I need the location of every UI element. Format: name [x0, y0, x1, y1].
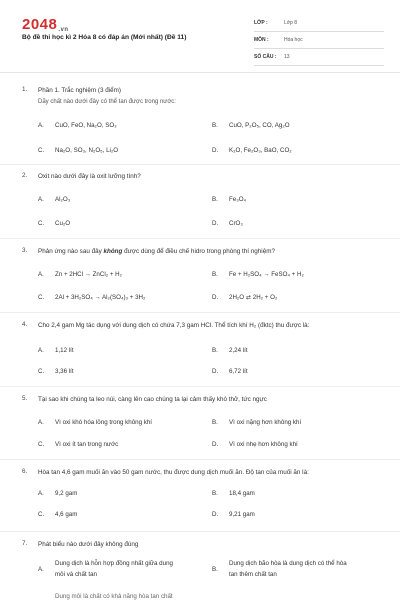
option-text: 9,21 gam [229, 511, 255, 518]
meta-key: SỐ CÂU : [254, 54, 277, 60]
option-text: 1,12 lít [55, 347, 74, 354]
option-label: A. [38, 490, 44, 497]
question-number: 3. [22, 247, 28, 254]
option-label: B. [212, 347, 218, 354]
option-label: D. [212, 294, 219, 301]
option-label: B. [212, 196, 218, 203]
question-text: Cho 2,4 gam Mg tác dụng với dung dịch có chứa 7,3 gam HCl. Thể tích khí H₂ (đktc) thu được là: [38, 322, 310, 329]
option-label: D. [212, 220, 219, 227]
question-2 [22, 172, 382, 232]
option-text: 2Al + 3H₂SO₄ → Al₂(SO₄)₃ + 3H₂ [55, 294, 146, 301]
option-text: 4,6 gam [55, 511, 78, 518]
question-divider [0, 238, 400, 239]
question-text: Phát biểu nào dưới đây không đúng [38, 541, 139, 548]
option-text: 2H₂O ⇄ 2H₂ + O₂ [229, 294, 278, 301]
option-text: Al₂O₃ [55, 196, 71, 203]
question-number: 6. [22, 468, 28, 475]
option-text: CuO, FeO, Na₂O, SO₃ [55, 122, 117, 129]
option-label: D. [212, 368, 219, 375]
option-text: Vì oxi khó hóa lỏng trong không khí [55, 419, 153, 426]
option-text: Vì oxi nặng hơn không khí [229, 419, 302, 426]
question-divider [0, 459, 400, 460]
meta-key: MÔN : [254, 37, 269, 43]
option-b[interactable] [212, 560, 382, 580]
option-text: K₂O, Fe₂O₃, BaO, CO₂ [229, 147, 292, 154]
question-6 [22, 468, 382, 526]
option-label: B. [212, 490, 218, 497]
question-text: Oxit nào dưới đây là oxit lưỡng tính? [38, 173, 141, 180]
meta-value: Hóa học [284, 37, 303, 43]
option-text: 3,36 lít [55, 368, 74, 375]
header [0, 0, 400, 72]
question-4 [22, 321, 382, 381]
option-label: D. [212, 147, 219, 154]
option-label: A. [38, 347, 44, 354]
question-text [38, 247, 382, 256]
option-label: D. [212, 441, 219, 448]
option-label: C. [38, 147, 45, 154]
option-text: Fe₃O₄ [229, 196, 247, 203]
question-number: 5. [22, 395, 28, 402]
option-text: Cu₂O [55, 220, 71, 227]
question-number: 7. [22, 540, 28, 547]
question-text-pre: Phản ứng nào sau đây [38, 248, 104, 255]
option-text: 9,2 gam [55, 490, 78, 497]
meta-row-class [254, 18, 384, 32]
option-label: D. [212, 511, 219, 518]
option-label: A. [38, 566, 44, 573]
option-label: A. [38, 122, 44, 129]
question-text: Dãy chất nào dưới đây có thể tan được trong nước: [38, 99, 176, 105]
option-label: B. [212, 271, 218, 278]
option-a[interactable] [38, 560, 208, 580]
option-label: B. [212, 566, 218, 573]
option-text: Zn + 2HCl → ZnCl₂ + H₂ [55, 271, 123, 278]
option-text: Dung dịch bão hòa là dung dịch có thể hòa [229, 560, 347, 567]
option-text: CrO₃ [229, 220, 243, 227]
section-heading: Phần 1. Trắc nghiệm (3 điểm) [38, 87, 121, 94]
site-logo[interactable] [22, 16, 69, 33]
question-number: 1. [22, 86, 28, 93]
option-text: CuO, P₂O₅, CO, Ag₂O [229, 122, 290, 129]
option-label: C. [38, 441, 45, 448]
option-label: C. [38, 220, 45, 227]
option-text: Dung dịch là hỗn hợp đồng nhất giữa dung [55, 560, 173, 567]
option-label: C. [38, 294, 45, 301]
question-text-emphasis: không [103, 248, 123, 255]
question-divider [0, 164, 400, 165]
option-label: B. [212, 419, 218, 426]
question-text-post: được dùng để điều chế hidro trong phòng thí nghiệm? [122, 248, 275, 255]
question-divider [0, 312, 400, 313]
question-7 [22, 540, 382, 600]
meta-info [254, 18, 384, 69]
option-text: Fe + H₂SO₄ → FeSO₄ + H₂ [229, 271, 304, 278]
option-label: A. [38, 271, 44, 278]
option-text: tan thêm chất tan [229, 571, 277, 578]
question-text: Tại sao khi chúng ta leo núi, càng lên cao chúng ta lại cảm thấy khó thở, tức ngực [38, 396, 267, 403]
option-text: Vì oxi nhẹ hơn không khí [229, 441, 298, 448]
option-text: Vì oxi ít tan trong nước [55, 441, 119, 448]
meta-value: 13 [284, 54, 290, 60]
meta-row-subject [254, 35, 384, 49]
question-3 [22, 247, 382, 307]
option-c-partial[interactable]: Dung môi là chất có khả năng hòa tan chất [55, 593, 173, 600]
logo-suffix: .vn [58, 27, 69, 33]
option-text: Na₂O, SO₃, N₂O₅, Li₂O [55, 147, 119, 154]
option-label: B. [212, 122, 218, 129]
meta-row-count [254, 52, 384, 66]
question-number: 4. [22, 321, 28, 328]
option-label: C. [38, 511, 45, 518]
meta-value: Lớp 8 [284, 20, 298, 26]
option-text: 6,72 lít [229, 368, 248, 375]
option-label: A. [38, 196, 44, 203]
option-text: 18,4 gam [229, 490, 255, 497]
question-text: Hòa tan 4,6 gam muối ăn vào 50 gam nước, thu được dung dịch muối ăn. Độ tan của muối ăn là: [38, 469, 309, 476]
meta-key: LỚP : [254, 20, 268, 26]
option-label: C. [38, 368, 45, 375]
question-1 [22, 86, 382, 166]
question-divider [0, 386, 400, 387]
option-text: môi và chất tan [55, 571, 97, 578]
question-5 [22, 395, 382, 455]
question-number: 2. [22, 172, 28, 179]
document-title: Bộ đề thi học kì 2 Hóa 8 có đáp án (Mới nhất) (Đề 11) [22, 34, 187, 41]
question-divider [0, 531, 400, 532]
header-divider [0, 72, 400, 73]
option-label: A. [38, 419, 44, 426]
option-text: 2,24 lít [229, 347, 248, 354]
logo-text: 2048 [22, 16, 58, 33]
